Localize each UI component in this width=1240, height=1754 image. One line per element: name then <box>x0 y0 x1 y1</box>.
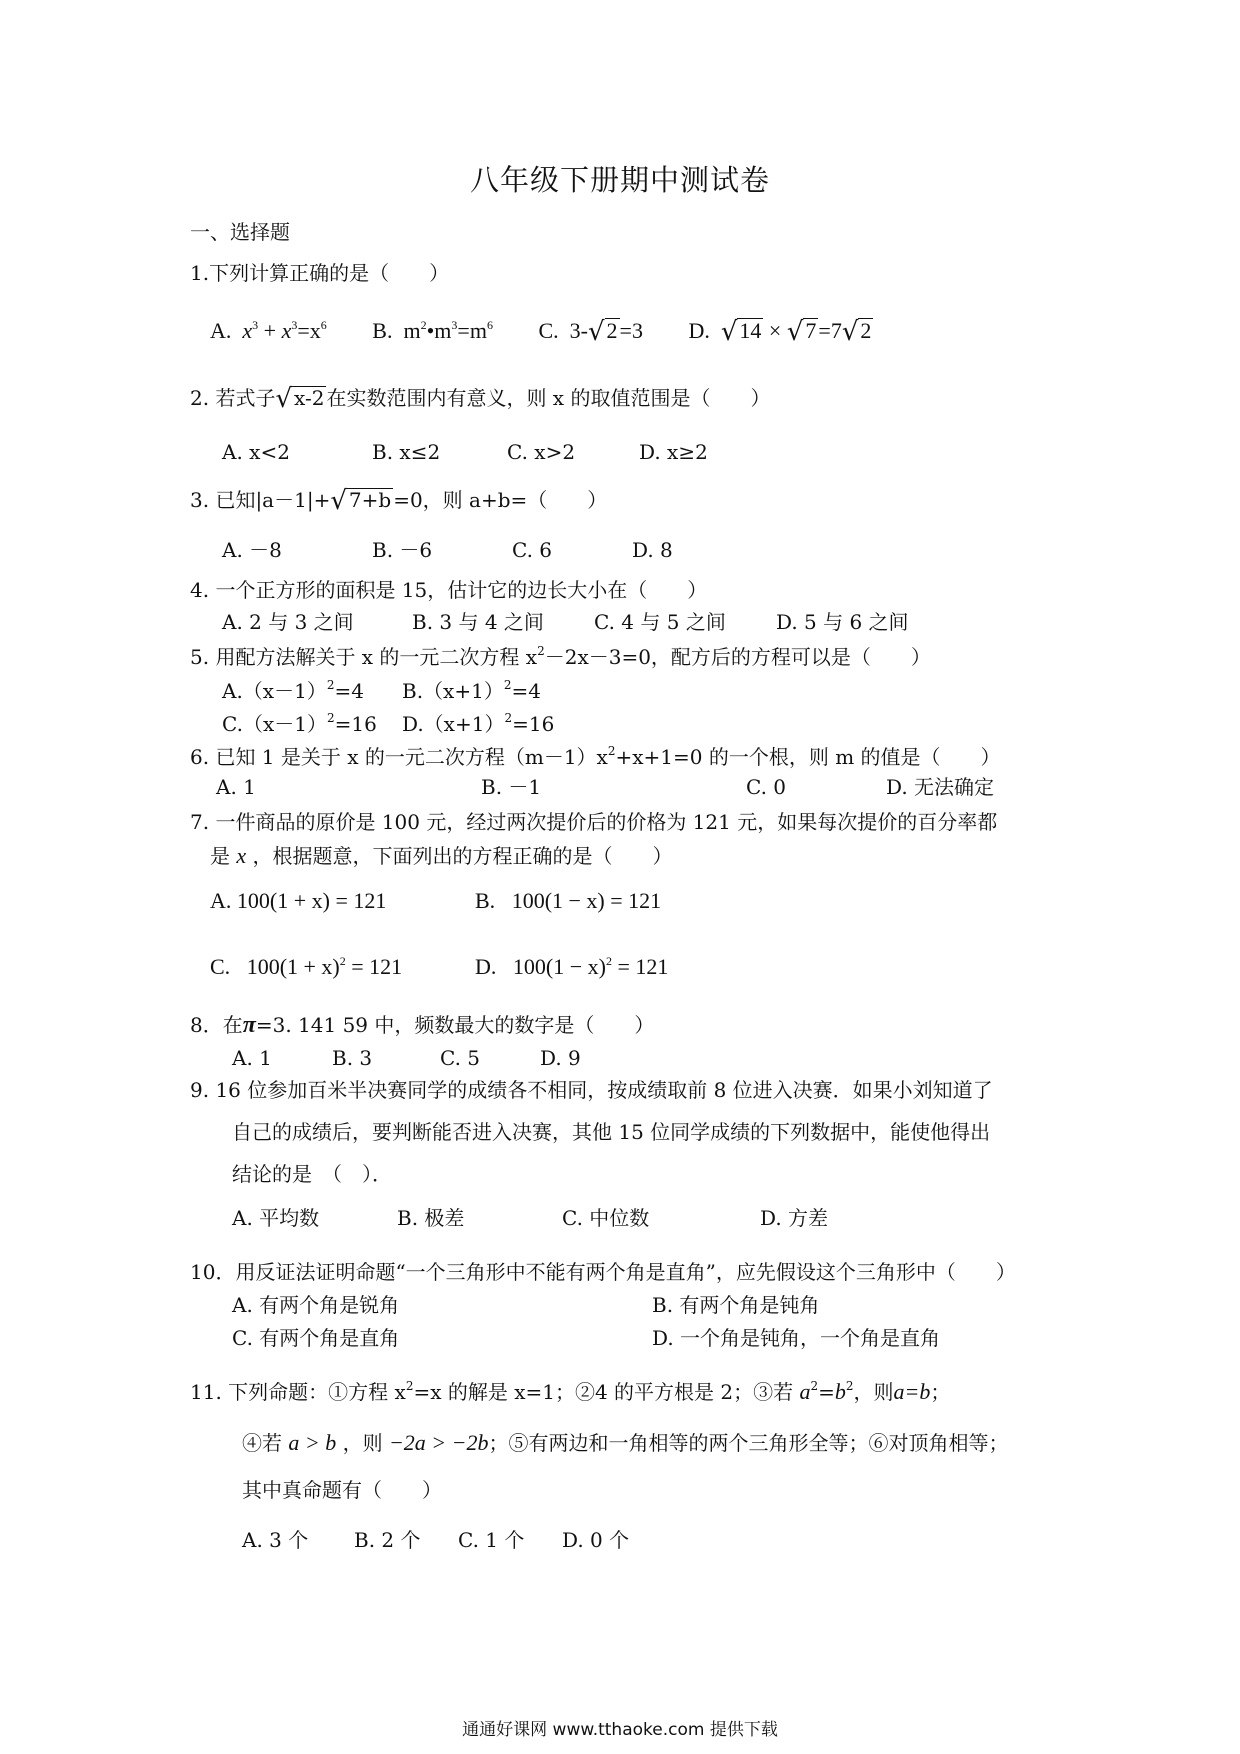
question-1-stem: 1.下列计算正确的是（ ） <box>190 261 450 285</box>
q5-option-d: $D.(x+1)^2=16$ <box>402 711 555 736</box>
q10-option-c: C. 有两个角是直角 <box>232 1326 400 1350</box>
q7-option-b: B. 100(1 − x) = 121 <box>475 888 662 913</box>
q4-option-b: B. 3 与 4 之间 <box>412 610 544 634</box>
q9-option-c: C. 中位数 <box>562 1206 650 1230</box>
q2-option-b: B. x≤2 <box>372 440 441 464</box>
q4-option-c: C. 4 与 5 之间 <box>594 610 726 634</box>
question-9-stem-line1: 9. 16 位参加百米半决赛同学的成绩各不相同，按成绩取前 8 位进入决赛．如果小刘知道了 <box>190 1078 993 1102</box>
q8-option-d: D. 9 <box>540 1046 581 1070</box>
question-11-stem-line2: ④若 a > b ，则 −2a > −2b；⑤有两边和一角相等的两个三角形全等；⑥对顶角相等； <box>242 1430 1009 1455</box>
q9-option-d: D. 方差 <box>760 1206 829 1230</box>
q2-option-a: A. x<2 <box>222 440 290 464</box>
q2-option-d: D. x≥2 <box>639 440 708 464</box>
question-9-stem-line3: 结论的是 （ ）． <box>232 1162 392 1186</box>
q1-option-a: A. $x^3 + x^3=x^6$ <box>210 318 327 343</box>
question-5-options-row1 <box>222 679 541 701</box>
question-10-options-row2 <box>232 1328 940 1348</box>
question-10-stem: 10．用反证法证明命题“一个三角形中不能有两个角是直角”，应先假设这个三角形中（ ） <box>190 1260 1016 1284</box>
page-title: 八年级下册期中测试卷 <box>469 163 770 197</box>
q6-option-c: C. 0 <box>746 775 787 799</box>
q8-option-b: B. 3 <box>332 1046 373 1070</box>
q9-option-a: A. 平均数 <box>232 1206 320 1230</box>
q8-option-c: C. 5 <box>440 1046 481 1070</box>
q3-option-c: C. 6 <box>512 538 553 562</box>
question-7-stem-line1: 7. 一件商品的原价是 100 元，经过两次提价后的价格为 121 元，如果每次提价的百分率都 <box>190 810 998 834</box>
question-1-options <box>210 318 873 345</box>
q10-option-a: A. 有两个角是锐角 <box>232 1293 400 1317</box>
q10-option-b: B. 有两个角是钝角 <box>652 1293 820 1317</box>
question-11-stem-line3: 其中真命题有（ ） <box>242 1478 442 1502</box>
q11-option-d: D. 0 个 <box>562 1528 630 1552</box>
question-9-options <box>232 1208 828 1228</box>
q5-option-a: $A.(x-1)^2=4$ <box>222 678 364 703</box>
question-3-options <box>222 540 673 560</box>
question-6-stem: 6. 已知 1 是关于 x 的一元二次方程$(m-1)x^2+x+1=0$ 的一个根，则 m 的值是（ ） <box>190 744 1001 769</box>
question-6-options <box>216 777 994 797</box>
q11-option-a: A. 3 个 <box>242 1528 309 1552</box>
question-11-stem-line1: 11. 下列命题：①方程 $x^2=x$ 的解是 x=1；②4 的平方根是 2；③若 $a^2=b^2$，则a=b； <box>190 1379 951 1404</box>
q11-option-c: C. 1 个 <box>458 1528 525 1552</box>
question-7-stem-line2: 是 x ，根据题意，下面列出的方程正确的是（ ） <box>210 843 673 868</box>
question-8-options <box>232 1048 581 1068</box>
question-5-options-row2 <box>222 712 554 734</box>
question-11-options <box>242 1530 629 1550</box>
q2-option-c: C. x>2 <box>507 440 576 464</box>
q3-option-a: A. －8 <box>222 538 282 562</box>
q9-option-b: B. 极差 <box>397 1206 465 1230</box>
q1-option-b: B. $m^2•m^3=m^6$ <box>372 318 493 343</box>
q1-option-c: C. 3-√2=3 <box>538 317 643 347</box>
question-4-options <box>222 612 909 632</box>
q4-option-a: A. 2 与 3 之间 <box>222 610 354 634</box>
q6-option-b: B. －1 <box>481 775 542 799</box>
q7-option-d: D. $100(1 - x)^2 = 121$ <box>475 954 669 979</box>
question-2-stem: 2. 若式子√ x-2 在实数范围内有意义，则 x 的取值范围是（ ） <box>190 384 771 414</box>
q5-option-b: $B.(x+1)^2=4$ <box>402 678 541 703</box>
q11-option-b: B. 2 个 <box>354 1528 421 1552</box>
question-2-options <box>222 442 708 462</box>
question-5-stem: 5. 用配方法解关于 x 的一元二次方程 $x^2-2x-3=0$，配方后的方程可以是（ ） <box>190 644 931 669</box>
question-3-stem: 3. 已知|a－1|+√ 7+b =0，则 a+b=（ ） <box>190 486 608 516</box>
question-8-stem: 8．在π=3. 141 59 中，频数最大的数字是（ ） <box>190 1012 655 1038</box>
question-4-stem: 4. 一个正方形的面积是 15，估计它的边长大小在（ ） <box>190 578 708 602</box>
q4-option-d: D. 5 与 6 之间 <box>776 610 909 634</box>
q1-option-d: D. √14 × √7=7√2 <box>688 317 872 347</box>
q3-option-d: D. 8 <box>632 538 673 562</box>
question-9-stem-line2: 自己的成绩后，要判断能否进入决赛，其他 15 位同学成绩的下列数据中，能使他得出 <box>232 1120 991 1144</box>
q6-option-d: D. 无法确定 <box>886 775 995 799</box>
q7-option-c: C. $100(1 + x)^2 = 121$ <box>210 954 403 979</box>
question-7-options-row1 <box>210 890 661 912</box>
section-heading: 一、选择题 <box>190 220 290 244</box>
q8-option-a: A. 1 <box>232 1046 272 1070</box>
q6-option-a: A. 1 <box>216 775 256 799</box>
q5-option-c: $C.(x-1)^2=16$ <box>222 711 377 736</box>
question-10-options-row1 <box>232 1295 819 1315</box>
q10-option-d: D. 一个角是钝角，一个角是直角 <box>652 1326 941 1350</box>
q3-option-b: B. －6 <box>372 538 433 562</box>
question-7-options-row2 <box>210 955 668 978</box>
page-footer: 通通好课网 www.tthaoke.com 提供下载 <box>462 1720 778 1740</box>
q7-option-a: A. 100(1 + x) = 121 <box>210 888 387 913</box>
